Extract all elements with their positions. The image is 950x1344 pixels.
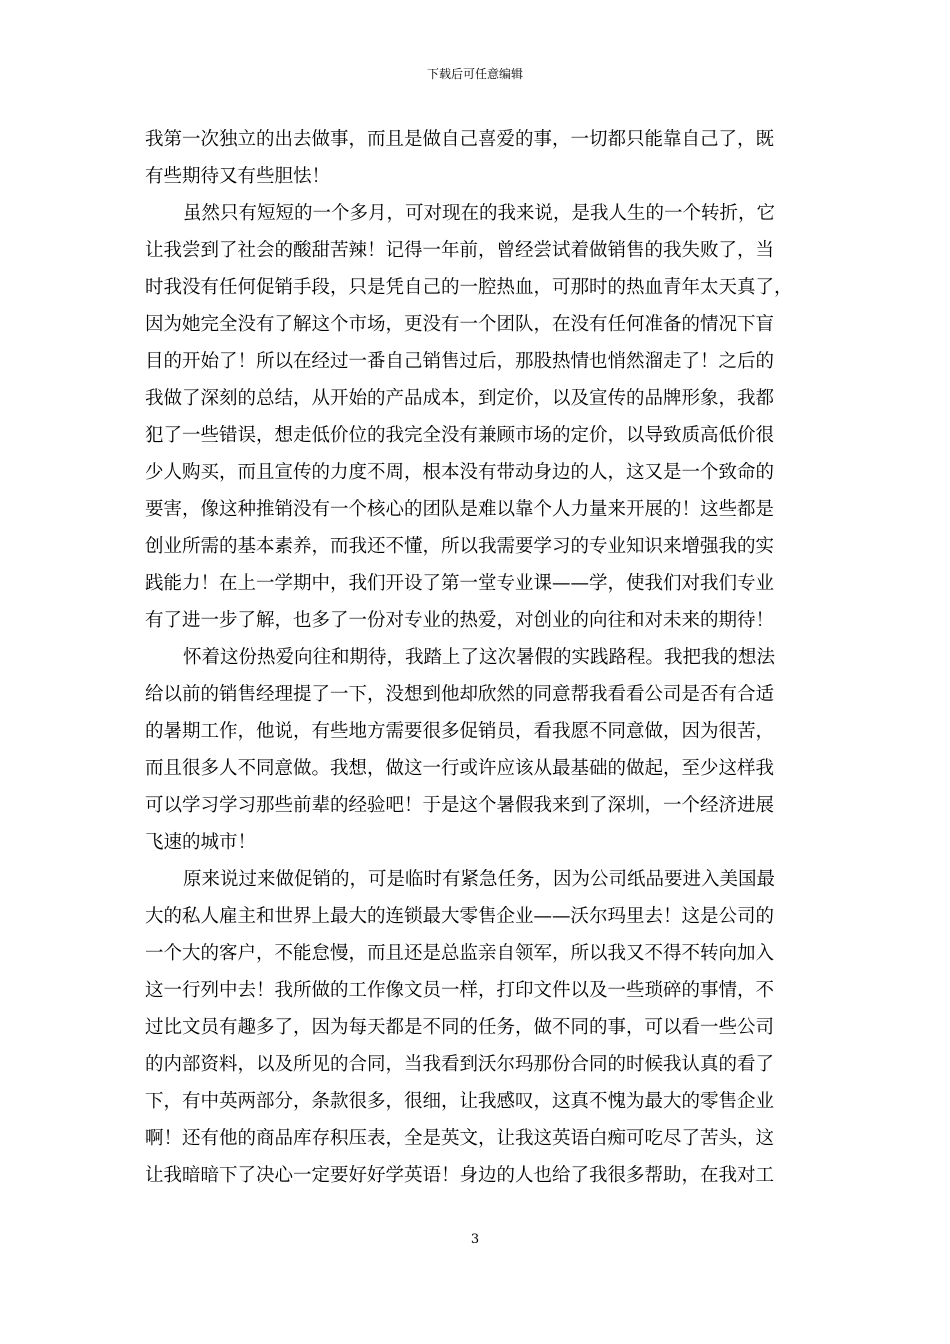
text-line: 而且很多人不同意做。我想，做这一行或许应该从最基础的做起，至少这样我 <box>145 758 775 779</box>
page-number: 3 <box>470 1232 480 1247</box>
text-line: 目的开始了！所以在经过一番自己销售过后，那股热情也悄然溜走了！之后的 <box>145 351 775 372</box>
text-line: 下，有中英两部分，条款很多，很细，让我感叹，这真不愧为最大的零售企业 <box>145 1091 775 1112</box>
page-header: 下载后可任意编辑 <box>426 67 523 81</box>
text-line: 我做了深刻的总结，从开始的产品成本，到定价，以及宣传的品牌形象，我都 <box>145 388 775 409</box>
text-line: 有了进一步了解，也多了一份对专业的热爱，对创业的向往和对未来的期待！ <box>145 610 775 631</box>
paragraph-start-line: 虽然只有短短的一个多月，可对现在的我来说，是我人生的一个转折，它 <box>183 203 776 224</box>
paragraph-start-line: 原来说过来做促销的，可是临时有紧急任务，因为公司纸品要进入美国最 <box>183 869 776 890</box>
text-line: 创业所需的基本素养，而我还不懂，所以我需要学习的专业知识来增强我的实 <box>145 536 775 557</box>
text-line: 我第一次独立的出去做事，而且是做自己喜爱的事，一切都只能靠自己了，既 <box>145 129 775 150</box>
text-line: 时我没有任何促销手段，只是凭自己的一腔热血，可那时的热血青年太天真了， <box>145 277 793 298</box>
text-line: 大的私人雇主和世界上最大的连锁最大零售企业——沃尔玛里去！这是公司的 <box>145 906 775 927</box>
text-line: 的内部资料，以及所见的合同，当我看到沃尔玛那份合同的时候我认真的看了 <box>145 1054 775 1075</box>
paragraph-start-line: 怀着这份热爱向往和期待，我踏上了这次暑假的实践路程。我把我的想法 <box>183 647 776 668</box>
text-line: 啊！还有他的商品库存积压表，全是英文，让我这英语白痴可吃尽了苦头，这 <box>145 1128 775 1149</box>
text-line: 一个大的客户，不能怠慢，而且还是总监亲自领军，所以我又不得不转向加入 <box>145 943 775 964</box>
text-line: 这一行列中去！我所做的工作像文员一样，打印文件以及一些琐碎的事情，不 <box>145 980 775 1001</box>
text-line: 可以学习学习那些前辈的经验吧！于是这个暑假我来到了深圳，一个经济进展 <box>145 795 775 816</box>
text-line: 因为她完全没有了解这个市场，更没有一个团队，在没有任何准备的情况下盲 <box>145 314 775 335</box>
text-line: 少人购买，而且宣传的力度不周，根本没有带动身边的人，这又是一个致命的 <box>145 462 775 483</box>
text-line: 飞速的城市！ <box>145 832 257 853</box>
text-line: 犯了一些错误，想走低价位的我完全没有兼顾市场的定价，以导致质高低价很 <box>145 425 775 446</box>
text-line: 让我暗暗下了决心一定要好好学英语！身边的人也给了我很多帮助，在我对工 <box>145 1165 775 1186</box>
text-line: 要害，像这种推销没有一个核心的团队是难以靠个人力量来开展的！这些都是 <box>145 499 775 520</box>
text-line: 有些期待又有些胆怯！ <box>145 166 331 187</box>
text-line: 的暑期工作，他说，有些地方需要很多促销员，看我愿不同意做，因为很苦， <box>145 721 775 742</box>
text-line: 过比文员有趣多了，因为每天都是不同的任务，做不同的事，可以看一些公司 <box>145 1017 775 1038</box>
document-body <box>145 121 805 1194</box>
text-line: 给以前的销售经理提了一下，没想到他却欣然的同意帮我看看公司是否有合适 <box>145 684 775 705</box>
text-line: 践能力！在上一学期中，我们开设了第一堂专业课——学，使我们对我们专业 <box>145 573 775 594</box>
text-line: 让我尝到了社会的酸甜苦辣！记得一年前，曾经尝试着做销售的我失败了，当 <box>145 240 775 261</box>
